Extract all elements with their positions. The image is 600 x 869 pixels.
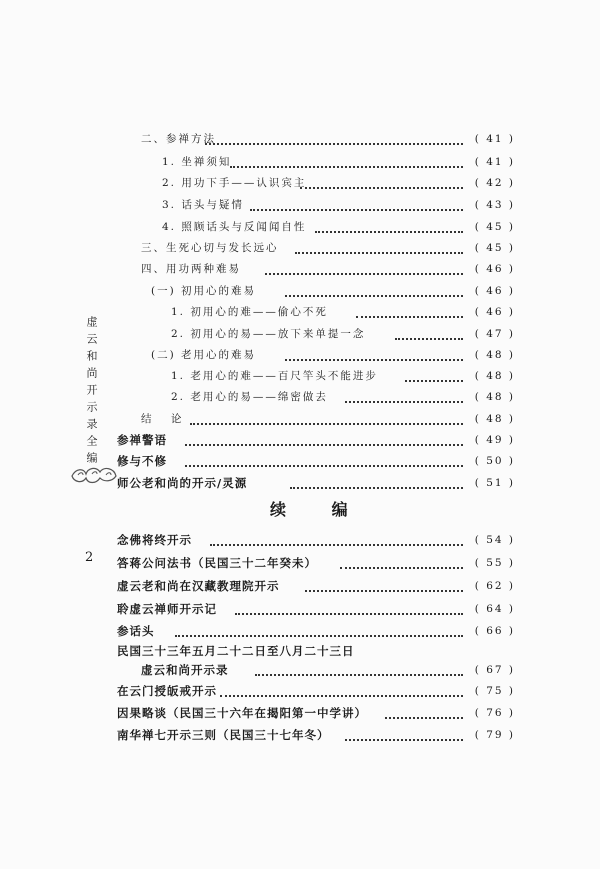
dot-leader bbox=[185, 463, 463, 467]
dot-leader bbox=[220, 693, 463, 697]
toc-entry-page: ( 45 ) bbox=[465, 238, 515, 258]
toc-entry-label: 1. 坐禅须知 bbox=[162, 152, 235, 172]
toc-entry-label: 结 论 bbox=[141, 409, 193, 429]
toc-entry bbox=[0, 302, 600, 322]
toc-entry-page: ( 47 ) bbox=[465, 324, 515, 344]
toc-entry-page: ( 50 ) bbox=[465, 451, 515, 471]
dot-leader bbox=[295, 250, 463, 254]
toc-entry-label: 2. 用功下手——认识宾主 bbox=[162, 173, 310, 193]
running-title: 虚云和尚开示录全编 bbox=[85, 316, 98, 469]
toc-entry-page: ( 54 ) bbox=[465, 530, 515, 550]
page-number: 2 bbox=[85, 550, 94, 565]
dot-leader bbox=[265, 271, 463, 275]
dot-leader bbox=[395, 336, 463, 340]
toc-entry-page: ( 75 ) bbox=[465, 681, 515, 701]
toc-entry-page: ( 79 ) bbox=[465, 725, 515, 745]
toc-entry-label: 南华禅七开示三则（民国三十七年冬） bbox=[117, 725, 334, 745]
dot-leader bbox=[210, 542, 463, 546]
toc-entry bbox=[0, 238, 600, 258]
toc-entry-label: 答蒋公问法书（民国三十二年癸未） bbox=[117, 553, 321, 573]
toc-entry-label: 1. 老用心的难——百尺竿头不能进步 bbox=[171, 366, 382, 386]
toc-entry-label: 2. 老用心的易——绵密做去 bbox=[171, 387, 332, 407]
toc-entry-page: ( 46 ) bbox=[465, 281, 515, 301]
toc-entry bbox=[0, 129, 600, 149]
dot-leader bbox=[175, 633, 463, 637]
toc-entry-page: ( 67 ) bbox=[465, 660, 515, 680]
toc-entry-page: ( 49 ) bbox=[465, 430, 515, 450]
toc-entry bbox=[0, 152, 600, 172]
dot-leader bbox=[230, 164, 463, 168]
toc-entry bbox=[0, 660, 600, 680]
toc-entry-page: ( 66 ) bbox=[465, 621, 515, 641]
dot-leader bbox=[285, 293, 463, 297]
toc-entry bbox=[0, 281, 600, 301]
section-heading: 续 编 bbox=[270, 500, 368, 519]
toc-entry-page: ( 55 ) bbox=[465, 553, 515, 573]
dot-leader bbox=[185, 442, 463, 446]
toc-entry bbox=[0, 259, 600, 279]
dot-leader bbox=[405, 378, 463, 382]
dot-leader bbox=[356, 314, 463, 318]
toc-entry-label: 虚云和尚开示录 bbox=[141, 660, 233, 680]
toc-entry-label: 在云门授皈戒开示 bbox=[117, 681, 221, 701]
toc-entry-page: ( 45 ) bbox=[465, 217, 515, 237]
toc-entry bbox=[0, 173, 600, 193]
dot-leader bbox=[235, 611, 463, 615]
toc-entry bbox=[0, 576, 600, 596]
toc-entry-page: ( 48 ) bbox=[465, 366, 515, 386]
dot-leader bbox=[190, 421, 463, 425]
toc-entry-page: ( 51 ) bbox=[465, 473, 515, 493]
toc-entry bbox=[0, 599, 600, 619]
toc-entry bbox=[0, 366, 600, 386]
toc-entry-label: 2. 初用心的易——放下来单提一念 bbox=[171, 324, 369, 344]
toc-entry bbox=[0, 530, 600, 550]
toc-entry bbox=[0, 451, 600, 471]
toc-entry bbox=[0, 195, 600, 215]
toc-entry-label: (一) 初用心的难易 bbox=[151, 281, 260, 301]
toc-entry-label: 参禅警语 bbox=[117, 430, 171, 450]
toc-entry bbox=[0, 387, 600, 407]
toc-entry-label: 聆虚云禅师开示记 bbox=[117, 599, 221, 619]
toc-entry bbox=[0, 473, 600, 493]
dot-leader bbox=[250, 207, 463, 211]
toc-entry-page: ( 64 ) bbox=[465, 599, 515, 619]
toc-entry-page: ( 43 ) bbox=[465, 195, 515, 215]
toc-entry-label: 念佛将终开示 bbox=[117, 530, 196, 550]
toc-entry-page: ( 46 ) bbox=[465, 259, 515, 279]
toc-entry-label: 修与不修 bbox=[117, 451, 171, 471]
toc-entry-label: 四、用功两种难易 bbox=[141, 259, 245, 279]
toc-entry bbox=[0, 430, 600, 450]
dot-leader bbox=[205, 141, 463, 145]
toc-entry-page: ( 42 ) bbox=[465, 173, 515, 193]
toc-entry bbox=[0, 703, 600, 723]
toc-entry bbox=[0, 345, 600, 365]
toc-entry-page: ( 41 ) bbox=[465, 152, 515, 172]
toc-entry-page: ( 46 ) bbox=[465, 302, 515, 322]
toc-entry bbox=[0, 217, 600, 237]
dot-leader bbox=[315, 229, 463, 233]
toc-entry-label: 4. 照顾话头与反闻闻自性 bbox=[162, 217, 310, 237]
toc-entry-page: ( 48 ) bbox=[465, 387, 515, 407]
toc-entry bbox=[0, 681, 600, 701]
dot-leader bbox=[345, 737, 463, 741]
toc-entry-label: 二、参禅方法 bbox=[141, 129, 220, 149]
toc-entry-label: 因果略谈（民国三十六年在揭阳第一中学讲） bbox=[117, 703, 371, 723]
toc-entry-label: 3. 话头与疑情 bbox=[162, 195, 248, 215]
toc-entry-label: 民国三十三年五月二十二日至八月二十三日 bbox=[117, 641, 359, 661]
toc-entry-page: ( 48 ) bbox=[465, 345, 515, 365]
dot-leader bbox=[340, 565, 463, 569]
dot-leader bbox=[385, 715, 463, 719]
toc-entry-page: ( 41 ) bbox=[465, 129, 515, 149]
toc-entry bbox=[0, 553, 600, 573]
dot-leader bbox=[300, 185, 463, 189]
dot-leader bbox=[285, 357, 463, 361]
toc-entry bbox=[0, 725, 600, 745]
toc-entry-label: (二) 老用心的难易 bbox=[151, 345, 260, 365]
toc-entry bbox=[0, 621, 600, 641]
toc-entry bbox=[0, 409, 600, 429]
toc-entry bbox=[0, 641, 600, 661]
toc-entry-page: ( 62 ) bbox=[465, 576, 515, 596]
dot-leader bbox=[305, 588, 463, 592]
dot-leader bbox=[255, 672, 463, 676]
toc-entry bbox=[0, 324, 600, 344]
toc-entry-label: 参话头 bbox=[117, 621, 159, 641]
toc-entry-label: 1. 初用心的难——偷心不死 bbox=[171, 302, 332, 322]
dot-leader bbox=[345, 399, 463, 403]
dot-leader bbox=[290, 485, 463, 489]
toc-entry-page: ( 48 ) bbox=[465, 409, 515, 429]
toc-entry-label: 虚云老和尚在汉藏教理院开示 bbox=[117, 576, 284, 596]
toc-entry-label: 三、生死心切与发长远心 bbox=[141, 238, 283, 258]
toc-entry-page: ( 76 ) bbox=[465, 703, 515, 723]
toc-entry-label: 师公老和尚的开示/灵源 bbox=[117, 473, 251, 493]
